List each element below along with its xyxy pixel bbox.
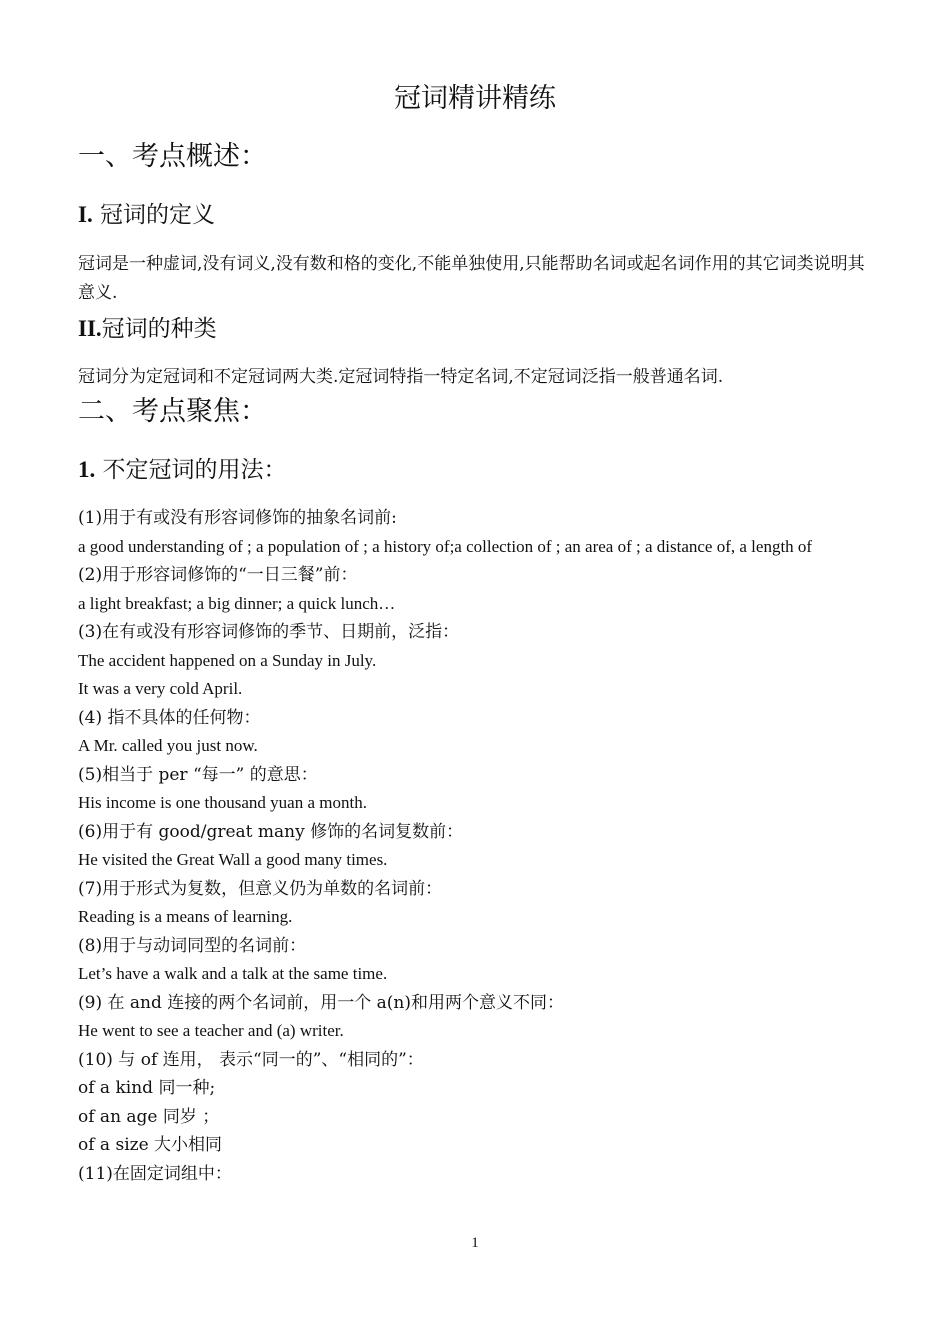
heading-text: 冠词的种类 (101, 316, 217, 342)
section-heading-overview: 一、考点概述： (78, 141, 267, 172)
paragraph-types: 冠词分为定冠词和不定冠词两大类.定冠词特指一特定名词,不定冠词泛指一般普通名词. (78, 367, 724, 387)
example-line: a good understanding of ; a population of ; a history of;a collection of ; an area of ; a distance of, a length of (78, 536, 813, 556)
example-line: His income is one thousand yuan a month. (78, 793, 367, 812)
heading-number: II. (78, 316, 102, 341)
paragraph-definition: 冠词是一种虚词,没有词义,没有数和格的变化,不能单独使用,只能帮助名词或起名词作用的其它词类说明其意义. (78, 254, 865, 303)
example-line: of an age 同岁 ； (78, 1106, 220, 1127)
usage-item: (9) 在 and 连接的两个名词前，用一个 a(n)和用两个意义不同： (78, 992, 565, 1013)
usage-item: (5)相当于 per “每一” 的意思： (78, 764, 318, 785)
heading-types (78, 314, 217, 344)
heading-indefinite-article (78, 455, 287, 485)
example-line: of a size 大小相同 (78, 1135, 223, 1155)
usage-item: (2)用于形容词修饰的“一日三餐”前： (78, 565, 358, 585)
page-number: 1 (471, 1235, 479, 1251)
example-line: a light breakfast; a big dinner; a quick lunch… (78, 593, 396, 613)
example-line: Let’s have a walk and a talk at the same time. (78, 964, 388, 983)
usage-item: (3)在有或没有形容词修饰的季节、日期前，泛指： (78, 622, 460, 642)
heading-number: I. (78, 202, 93, 227)
usage-item: (4) 指不具体的任何物： (78, 707, 261, 728)
example-line: He went to see a teacher and (a) writer. (78, 1021, 344, 1040)
example-line: It was a very cold April. (78, 679, 243, 698)
usage-item: (6)用于有 good/great many 修饰的名词复数前： (78, 821, 464, 842)
section-heading-focus: 二、考点聚焦： (78, 396, 267, 427)
usage-item: (8)用于与动词同型的名词前： (78, 935, 307, 956)
usage-item: (10) 与 of 连用， 表示“同一的”、“相同的”： (78, 1049, 424, 1070)
example-line: He visited the Great Wall a good many times. (78, 850, 388, 869)
example-line: A Mr. called you just now. (78, 736, 258, 755)
example-line: The accident happened on a Sunday in July. (78, 650, 377, 670)
heading-text: 冠词的定义 (92, 202, 216, 228)
example-line: Reading is a means of learning. (78, 907, 293, 926)
heading-definition (78, 200, 215, 230)
example-line: of a kind 同一种; (78, 1078, 216, 1098)
heading-number: 1. (78, 457, 96, 482)
usage-item: (11)在固定词组中： (78, 1163, 232, 1184)
heading-text: 不定冠词的用法： (95, 457, 287, 483)
usage-item: (1)用于有或没有形容词修饰的抽象名词前: (78, 508, 397, 528)
usage-list (78, 504, 878, 1188)
document-title: 冠词精讲精练 (394, 83, 556, 114)
usage-item: (7)用于形式为复数，但意义仍为单数的名词前： (78, 878, 443, 899)
